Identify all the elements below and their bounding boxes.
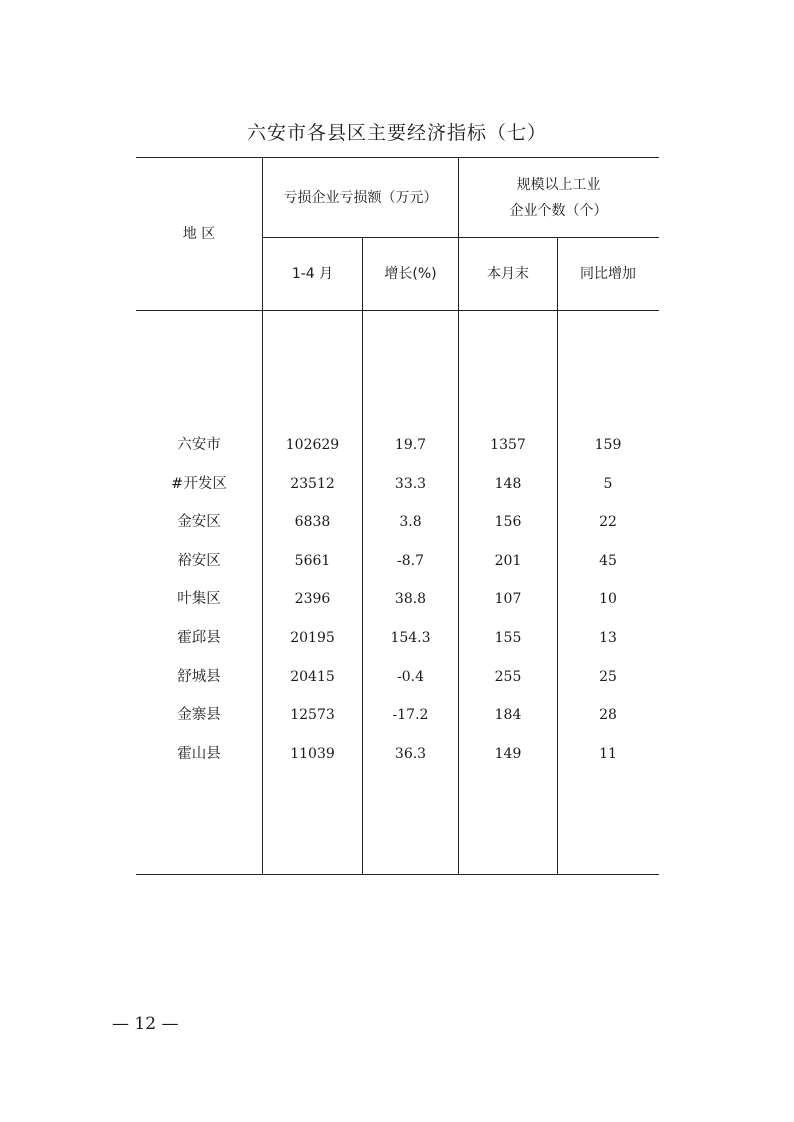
cell-month-end-count: 184 xyxy=(494,707,522,724)
cell-loss-amount: 5661 xyxy=(294,552,331,569)
cell-month-end-count: 148 xyxy=(494,475,522,492)
table-bottom-rule xyxy=(136,874,659,875)
header-bottom-rule xyxy=(136,310,659,311)
cell-growth: -0.4 xyxy=(397,668,424,685)
cell-region: 金安区 xyxy=(177,514,221,531)
cell-growth: 33.3 xyxy=(394,475,427,492)
cell-loss-amount: 20195 xyxy=(290,630,335,646)
cell-loss-amount: 20415 xyxy=(290,668,335,685)
header-growth: 增长(%) xyxy=(384,266,437,282)
header-loss-amount-group: 亏损企业亏损额（万元） xyxy=(283,189,438,206)
cell-growth: 36.3 xyxy=(394,745,427,762)
cell-yoy-increase: 159 xyxy=(594,437,622,453)
header-enterprise-count-group: 规模以上工业 企业个数（个） xyxy=(509,176,608,219)
cell-loss-amount: 23512 xyxy=(290,475,335,492)
header-region: 地 区 xyxy=(182,226,216,242)
cell-growth: 154.3 xyxy=(390,630,431,646)
cell-region: #开发区 xyxy=(171,475,227,492)
cell-month-end-count: 201 xyxy=(494,552,522,569)
cell-growth: 38.8 xyxy=(394,591,427,608)
cell-loss-amount: 102629 xyxy=(285,437,340,453)
cell-yoy-increase: 28 xyxy=(599,707,617,724)
cell-region: 金寨县 xyxy=(177,707,221,724)
header-month-end: 本月末 xyxy=(487,266,529,282)
page-number: — 12 — xyxy=(112,1014,179,1034)
cell-yoy-increase: 5 xyxy=(603,475,613,492)
cell-region: 舒城县 xyxy=(177,668,221,685)
cell-growth: 19.7 xyxy=(394,437,427,453)
cell-growth: -17.2 xyxy=(392,707,429,724)
page-title: 六安市各县区主要经济指标（七） xyxy=(246,122,547,144)
cell-yoy-increase: 25 xyxy=(599,668,617,685)
cell-loss-amount: 2396 xyxy=(294,591,331,608)
cell-month-end-count: 107 xyxy=(494,591,522,608)
cell-region: 叶集区 xyxy=(177,591,221,608)
header-jan-apr: 1-4 月 xyxy=(291,266,334,282)
cell-growth: 3.8 xyxy=(399,514,422,531)
cell-region: 霍山县 xyxy=(177,745,221,762)
cell-yoy-increase: 22 xyxy=(599,514,617,531)
header-yoy-increase: 同比增加 xyxy=(580,266,636,282)
cell-loss-amount: 6838 xyxy=(294,514,331,531)
cell-month-end-count: 255 xyxy=(494,668,522,685)
cell-growth: -8.7 xyxy=(397,552,424,569)
cell-month-end-count: 156 xyxy=(494,514,522,531)
cell-yoy-increase: 13 xyxy=(599,630,617,646)
cell-yoy-increase: 11 xyxy=(599,745,617,762)
cell-region: 霍邱县 xyxy=(177,630,221,646)
cell-loss-amount: 12573 xyxy=(290,707,335,724)
cell-yoy-increase: 10 xyxy=(599,591,617,608)
cell-yoy-increase: 45 xyxy=(599,552,617,569)
cell-loss-amount: 11039 xyxy=(290,745,335,762)
cell-region: 裕安区 xyxy=(177,552,221,569)
cell-month-end-count: 149 xyxy=(494,745,522,762)
cell-month-end-count: 155 xyxy=(494,630,522,646)
cell-month-end-count: 1357 xyxy=(490,437,526,453)
cell-region: 六安市 xyxy=(177,437,221,453)
